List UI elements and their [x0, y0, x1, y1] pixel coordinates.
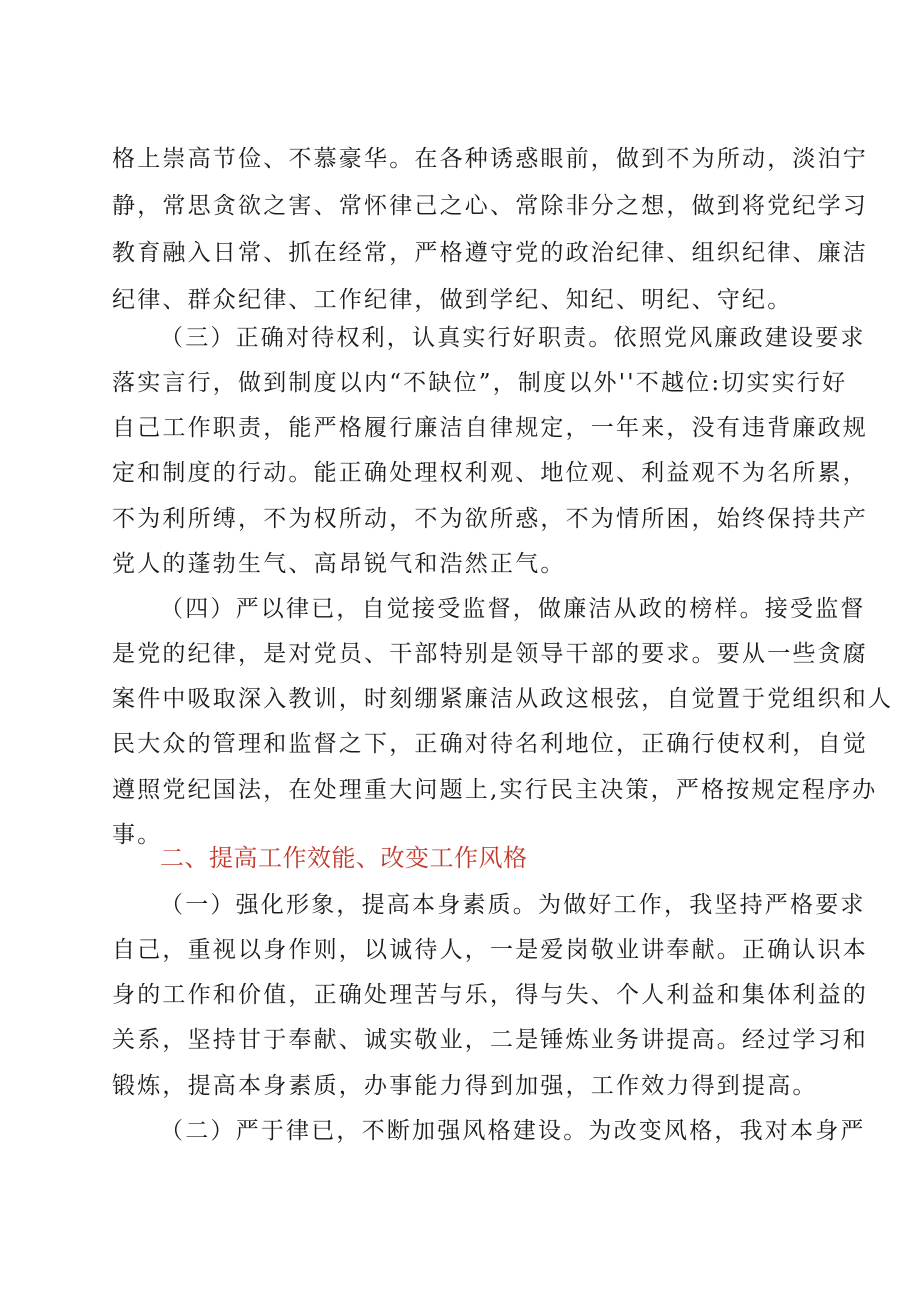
text-line: 党人的蓬勃生气、高昂锐气和浩然正气。 [112, 551, 566, 577]
text-line: 身的工作和价值，正确处理苦与乐，得与失、个人利益和集体利益的 [112, 982, 868, 1008]
text-line: 落实言行，做到制度以内“不缺位”，制度以外''不越位:切实实行好 [112, 370, 848, 396]
text-line: 格上崇高节俭、不慕豪华。在各种诱惑眼前，做到不为所动，淡泊宁 [112, 146, 868, 172]
text-line: （一）强化形象，提高本身素质。为做好工作，我坚持严格要求 [160, 892, 866, 918]
text-line: 案件中吸取深入教训，时刻绷紧廉洁从政这根弦，自觉置于党组织和人 [112, 686, 894, 712]
text-line: 教育融入日常、抓在经常，严格遵守党的政治纪律、组织纪律、廉洁 [112, 240, 868, 266]
text-line: 纪律、群众纪律、工作纪律，做到学纪、知纪、明纪、守纪。 [112, 287, 793, 313]
text-line: （二）严于律已，不断加强风格建设。为改变风格，我对本身严 [160, 1118, 866, 1144]
text-line: 是党的纪律，是对党员、干部特别是领导干部的要求。要从一些贪腐 [112, 641, 868, 667]
text-line: （三）正确对待权利，认真实行好职责。依照党风廉政建设要求 [160, 325, 866, 351]
text-line: 自己，重视以身作则，以诚待人，一是爱岗敬业讲奉献。正确认识本 [112, 937, 868, 963]
text-line: 不为利所缚，不为权所动，不为欲所惑，不为情所困，始终保持共产 [112, 506, 868, 532]
text-line: 锻炼，提高本身素质，办事能力得到加强，工作效力得到提高。 [112, 1073, 818, 1099]
section-heading: 二、提高工作效能、改变工作风格 [160, 844, 528, 872]
text-line: 静，常思贪欲之害、常怀律己之心、常除非分之想，做到将党纪学习 [112, 193, 868, 219]
text-line: 事。 [112, 822, 163, 848]
text-line: 民大众的管理和监督之下，正确对待名利地位，正确行使权利，自觉 [112, 731, 868, 757]
text-line: 关系，坚持甘于奉献、诚实敬业，二是锤炼业务讲提高。经过学习和 [112, 1027, 868, 1053]
text-line: 自己工作职责，能严格履行廉洁自律规定，一年来，没有违背廉政规 [112, 415, 868, 441]
text-line: 定和制度的行动。能正确处理权利观、地位观、利益观不为名所累， [112, 460, 868, 486]
text-line: （四）严以律已，自觉接受监督，做廉洁从政的榜样。接受监督 [160, 596, 866, 622]
text-line: 遵照党纪国法，在处理重大问题上,实行民主决策，严格按规定程序办 [112, 777, 878, 803]
